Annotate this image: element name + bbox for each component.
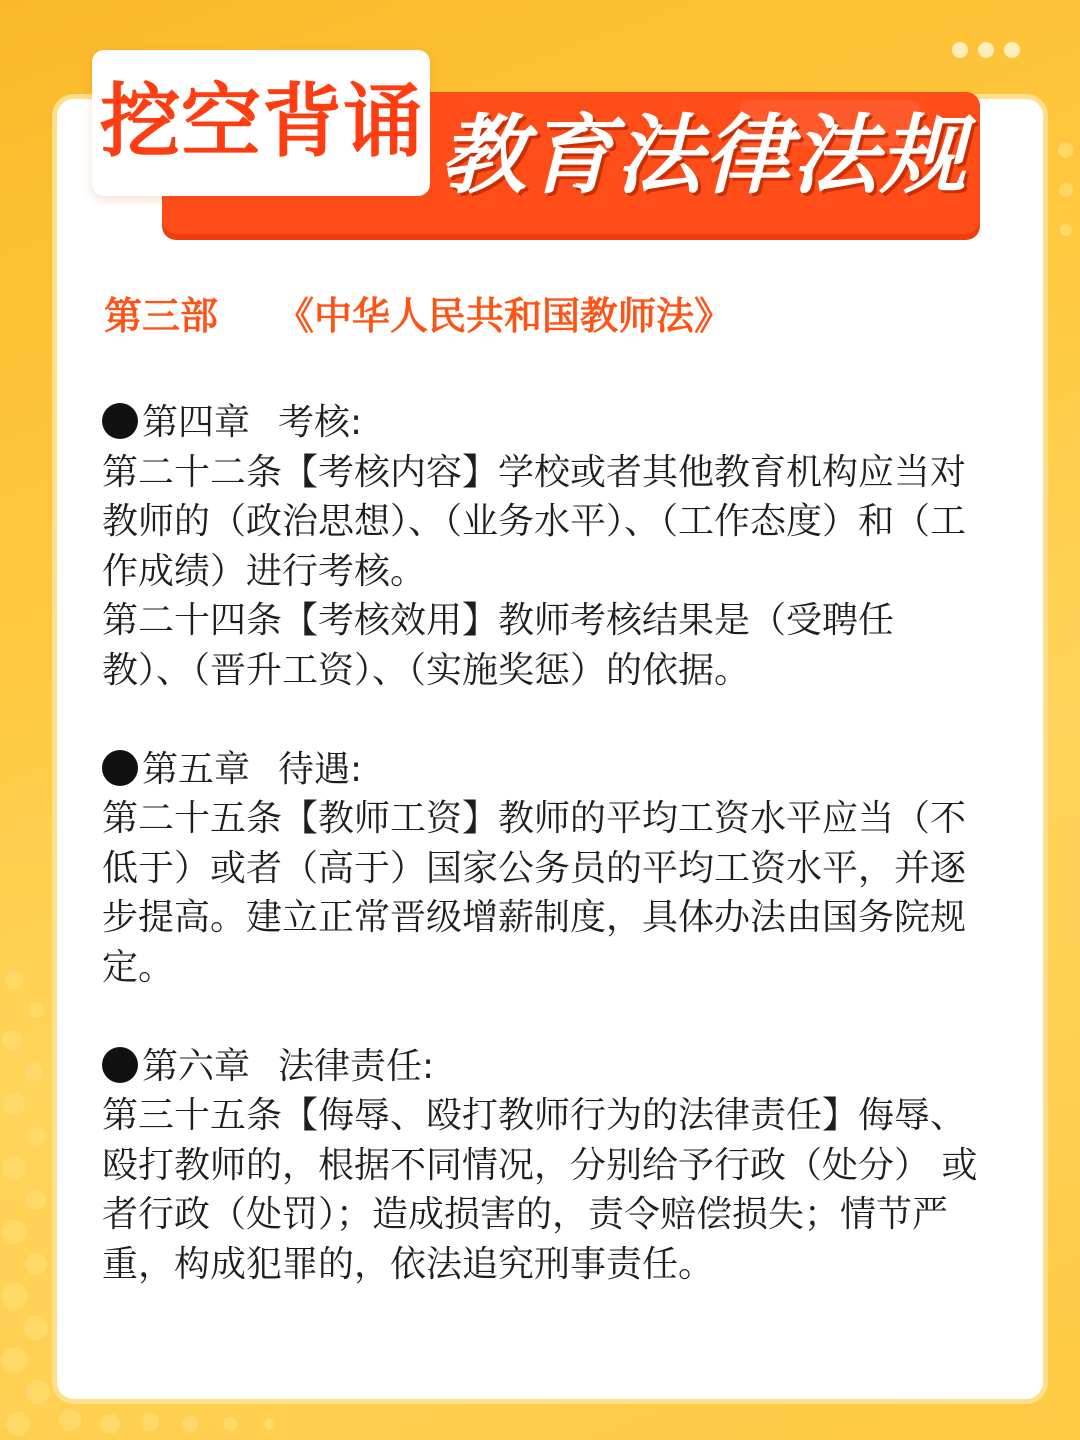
law-name: 《中华人民共和国教师法》 [276,294,733,338]
article-text: 第二十五条【教师工资】教师的平均工资水平应当（不低于）或者（高于）国家公务员的平均工资水平，并逐步提高。建立正常晋级增薪制度，具体办法由国务院规定。 [102,798,967,988]
chapter-heading [102,398,982,448]
dots-decoration [952,42,1020,58]
bullet-icon [102,403,138,439]
chapter-section [102,745,982,993]
chapter-section [102,1042,982,1290]
chapter-topic: 考核: [278,402,363,443]
chapter-heading [102,745,982,795]
article-text: 第二十二条【考核内容】学校或者其他教育机构应当对教师的（政治思想）、（业务水平）、（工作态度）和（工作成绩）进行考核。 [102,451,967,592]
chapter-number: 第四章 [142,402,251,443]
chapter-number: 第五章 [142,748,251,790]
bullet-icon [102,750,138,786]
chapter-topic: 待遇: [278,748,363,790]
article-text: 第二十四条【考核效用】教师考核结果是（受聘任教）、（晋升工资）、（实施奖惩）的依据。 [102,600,895,691]
bullet-icon [102,1047,138,1083]
page-title: 教育法律法规 [440,106,968,206]
article-list [102,398,982,1339]
article-text: 第三十五条【侮辱、殴打教师行为的法律责任】侮辱、殴打教师的，根据不同情况，分别给予行政（处分） 或者行政（处罚）；造成损害的，责令赔偿损失；情节严重，构成犯罪的，依法追究刑事责任。 [102,1095,978,1285]
chapter-section [102,398,982,695]
chapter-heading [102,1042,982,1092]
tag-label: 挖空背诵 [100,75,424,168]
part-label: 第三部 [104,294,219,338]
law-heading [104,288,732,344]
chapter-number: 第六章 [142,1045,251,1087]
chapter-topic: 法律责任: [278,1045,435,1087]
